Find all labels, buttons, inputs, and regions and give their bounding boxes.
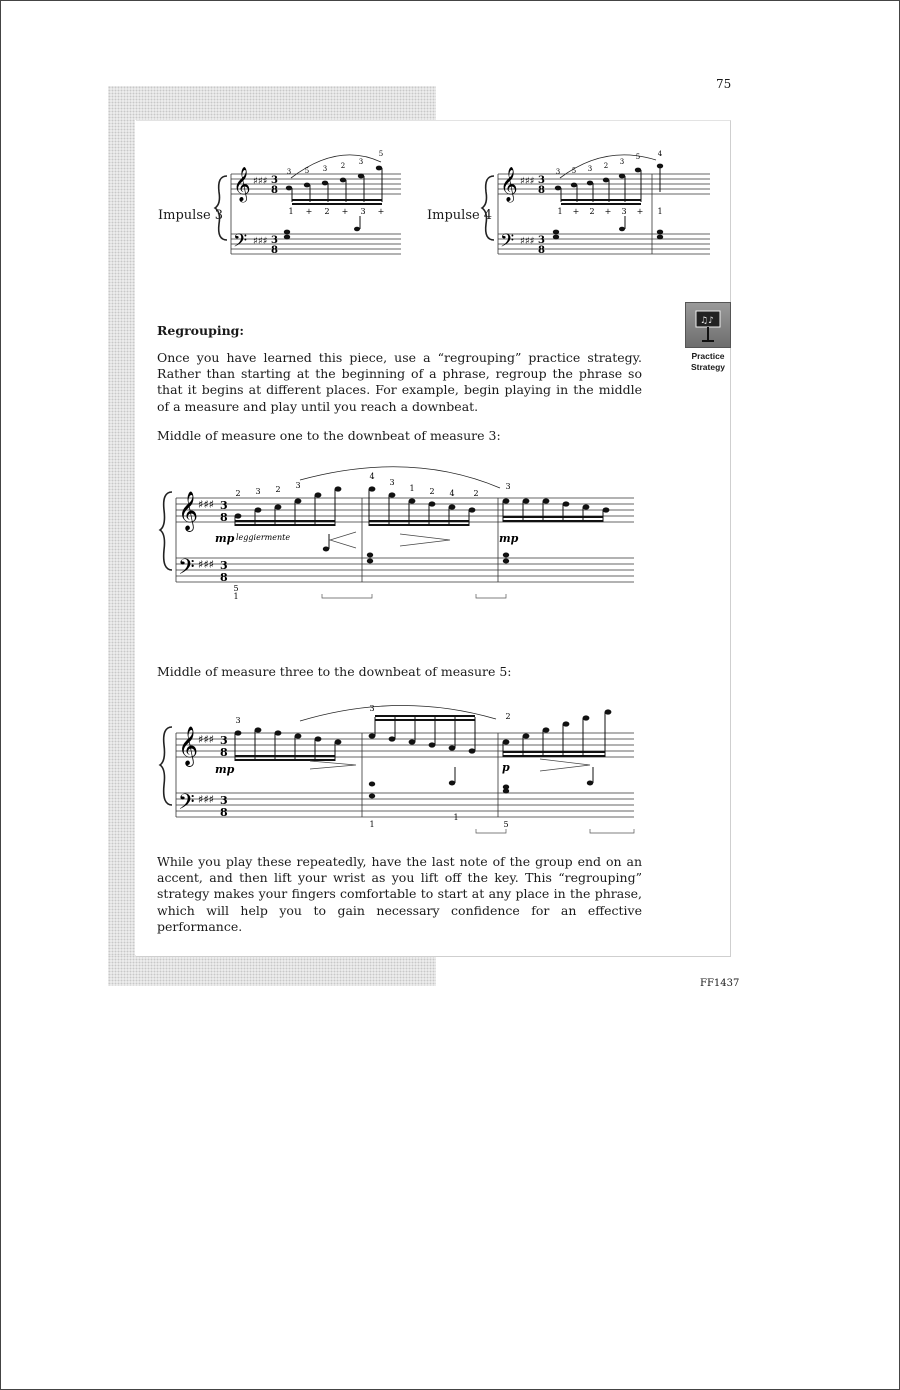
svg-text:𝄢: 𝄢 — [178, 555, 195, 585]
svg-text:+: + — [305, 207, 313, 216]
svg-text:+: + — [636, 207, 644, 216]
svg-text:8: 8 — [220, 806, 228, 819]
badge-line-2: Strategy — [690, 362, 725, 372]
svg-text:5: 5 — [571, 167, 577, 175]
svg-text:2: 2 — [473, 489, 479, 498]
catalog-code: FF1437 — [700, 978, 740, 989]
svg-text:5: 5 — [635, 153, 641, 161]
svg-text:2: 2 — [235, 489, 241, 498]
svg-text:3: 3 — [587, 165, 593, 173]
svg-text:8: 8 — [271, 245, 278, 256]
svg-text:5: 5 — [304, 167, 310, 175]
svg-text:𝄞: 𝄞 — [178, 726, 199, 766]
svg-text:1: 1 — [657, 207, 663, 216]
svg-text:♯♯♯: ♯♯♯ — [253, 236, 268, 247]
expression-mark: leggiermente — [236, 533, 291, 542]
svg-text:3: 3 — [271, 175, 278, 186]
svg-text:♯♯♯: ♯♯♯ — [198, 733, 214, 746]
svg-text:𝄢: 𝄢 — [500, 231, 515, 256]
svg-text:8: 8 — [220, 746, 228, 759]
svg-text:3: 3 — [389, 478, 395, 487]
svg-text:+: + — [377, 207, 385, 216]
svg-text:♯♯♯: ♯♯♯ — [253, 176, 268, 187]
page-number: 75 — [716, 77, 732, 91]
impulse-4-label: Impulse 4 — [427, 208, 493, 223]
svg-text:1: 1 — [233, 592, 239, 601]
svg-text:3: 3 — [619, 158, 625, 166]
bass-clef: 𝄢 — [233, 231, 248, 256]
svg-text:𝄢: 𝄢 — [178, 790, 195, 820]
svg-text:5: 5 — [233, 584, 239, 593]
svg-text:3: 3 — [505, 482, 511, 491]
example-1-caption: Middle of measure one to the downbeat of measure 3: — [157, 428, 501, 443]
svg-text:3: 3 — [220, 499, 228, 512]
svg-text:+: + — [604, 207, 612, 216]
impulse-4-score — [480, 152, 712, 262]
svg-text:8: 8 — [220, 571, 228, 584]
svg-text:3: 3 — [538, 175, 545, 186]
svg-text:𝄞: 𝄞 — [500, 167, 518, 202]
svg-text:+: + — [341, 207, 349, 216]
svg-text:8: 8 — [271, 185, 278, 196]
impulse-3-label: Impulse 3 — [158, 208, 224, 223]
svg-text:3: 3 — [555, 168, 561, 176]
svg-text:3: 3 — [220, 734, 228, 747]
svg-text:4: 4 — [369, 472, 375, 481]
svg-text:♯♯♯: ♯♯♯ — [520, 236, 535, 247]
svg-text:2: 2 — [340, 162, 346, 170]
svg-text:5: 5 — [503, 820, 509, 829]
svg-text:3: 3 — [235, 716, 241, 725]
svg-text:2: 2 — [429, 487, 435, 496]
svg-text:3: 3 — [358, 158, 364, 166]
music-stand-icon — [685, 302, 731, 348]
svg-text:3: 3 — [322, 165, 328, 173]
svg-text:+: + — [572, 207, 580, 216]
practice-strategy-badge — [680, 302, 736, 373]
svg-text:mp: mp — [499, 532, 519, 545]
example-2-caption: Middle of measure three to the downbeat of measure 5: — [157, 664, 512, 679]
svg-text:3: 3 — [220, 794, 228, 807]
dynamic-mp: mp — [215, 532, 235, 545]
section-heading: Regrouping: — [157, 323, 245, 338]
halftone-top — [108, 86, 436, 120]
svg-text:3: 3 — [538, 235, 545, 246]
svg-text:♯♯♯: ♯♯♯ — [198, 793, 214, 806]
svg-text:1: 1 — [288, 207, 294, 216]
svg-text:4: 4 — [449, 489, 455, 498]
svg-text:2: 2 — [275, 485, 281, 494]
svg-text:1: 1 — [369, 820, 375, 829]
svg-text:3: 3 — [360, 207, 366, 216]
svg-text:3: 3 — [286, 168, 292, 176]
dynamic-mp-2: mp — [215, 763, 235, 776]
svg-text:𝄞: 𝄞 — [178, 491, 199, 531]
example-2-score — [160, 705, 640, 840]
svg-text:2: 2 — [505, 712, 511, 721]
svg-text:2: 2 — [324, 207, 330, 216]
svg-text:♯♯♯: ♯♯♯ — [198, 498, 214, 511]
example-1-score — [160, 470, 640, 605]
svg-text:2: 2 — [589, 207, 595, 216]
svg-text:3: 3 — [369, 704, 375, 713]
badge-line-1: Practice — [691, 351, 725, 361]
svg-text:1: 1 — [557, 207, 563, 216]
svg-text:8: 8 — [538, 245, 545, 256]
treble-clef: 𝄞 — [233, 167, 251, 202]
svg-text:3: 3 — [220, 559, 228, 572]
svg-text:1: 1 — [453, 813, 459, 822]
svg-text:p: p — [502, 761, 510, 774]
svg-text:3: 3 — [271, 235, 278, 246]
halftone-margin — [108, 86, 135, 986]
svg-text:1: 1 — [409, 484, 415, 493]
svg-text:8: 8 — [220, 511, 228, 524]
svg-text:2: 2 — [603, 162, 609, 170]
impulse-3-score — [213, 152, 403, 262]
svg-text:♯♯♯: ♯♯♯ — [198, 558, 214, 571]
svg-text:8: 8 — [538, 185, 545, 196]
svg-text:3: 3 — [621, 207, 627, 216]
svg-text:3: 3 — [295, 481, 301, 490]
svg-text:3: 3 — [255, 487, 261, 496]
svg-text:♯♯♯: ♯♯♯ — [520, 176, 535, 187]
svg-text:5: 5 — [378, 150, 384, 158]
closing-paragraph: While you play these repeatedly, have the last note of the group end on an accent, and then lift your wrist as you lift off the key. This “regrouping” strategy makes your fingers comfortable to start at any place in the phrase, which will help you to gain necessary confidence for an effective performance. — [157, 854, 642, 934]
svg-text:4: 4 — [657, 150, 663, 158]
svg-text:♫♪: ♫♪ — [700, 316, 714, 326]
halftone-bottom — [108, 955, 436, 986]
regrouping-paragraph: Once you have learned this piece, use a “regrouping” practice strategy. Rather than starting at the beginning of a phrase, regroup the phrase so that it begins at different places. For example, begin playing in the middle of a measure and play until you reach a downbeat. — [157, 350, 642, 414]
